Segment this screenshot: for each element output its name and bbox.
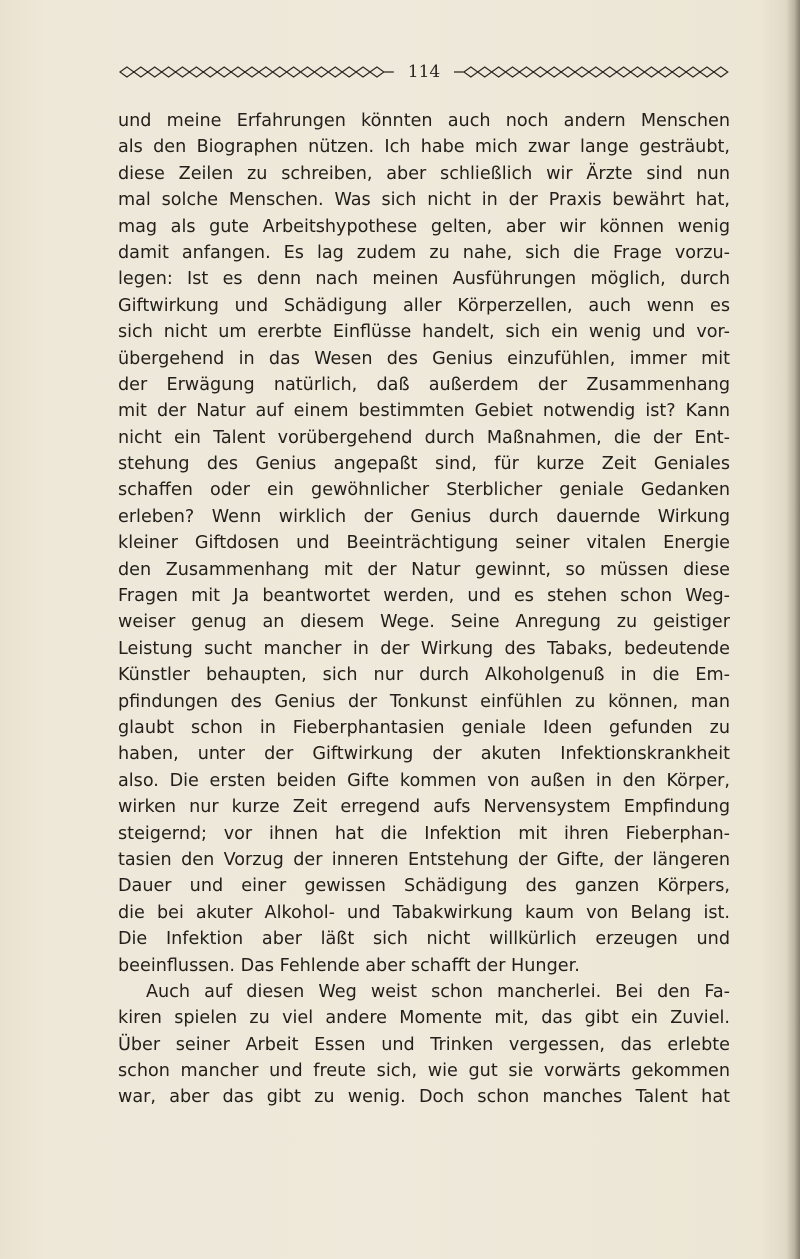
text-line: Giftwirkung und Schädigung aller Körperzellen, auch wenn es bbox=[118, 295, 730, 316]
text-line: damit anfangen. Es lag zudem zu nahe, sich die Frage vorzu- bbox=[118, 242, 730, 263]
text-line: kiren spielen zu viel andere Momente mit, das gibt ein Zuviel. bbox=[118, 1008, 730, 1029]
text-line: schaffen oder ein gewöhnlicher Sterblicher geniale Gedanken bbox=[118, 480, 730, 501]
text-line: glaubt schon in Fieberphantasien geniale Ideen gefunden zu bbox=[118, 717, 730, 738]
page-number: 114 bbox=[407, 61, 441, 82]
text-line: die bei akuter Alkohol- und Tabakwirkung kaum von Belang ist. bbox=[118, 902, 730, 923]
text-line: Künstler behaupten, sich nur durch Alkoholgenuß in die Em- bbox=[118, 665, 730, 686]
text-line: übergehend in das Wesen des Genius einzufühlen, immer mit bbox=[118, 348, 730, 369]
ornament-left bbox=[118, 66, 396, 78]
text-line: stehung des Genius angepaßt sind, für kurze Zeit Geniales bbox=[118, 454, 730, 475]
text-line: tasien den Vorzug der inneren Entstehung der Gifte, der längeren bbox=[118, 849, 730, 870]
text-line: pfindungen des Genius der Tonkunst einfühlen zu können, man bbox=[118, 691, 730, 712]
text-line: Die Infektion aber läßt sich nicht willkürlich erzeugen und bbox=[118, 929, 730, 950]
text-line: Über seiner Arbeit Essen und Trinken vergessen, das erlebte bbox=[118, 1034, 730, 1055]
text-line: wirken nur kurze Zeit erregend aufs Nervensystem Empfindung bbox=[118, 797, 730, 818]
text-line: war, aber das gibt zu wenig. Doch schon manches Talent hat bbox=[118, 1087, 730, 1108]
text-line: mal solche Menschen. Was sich nicht in der Praxis bewährt hat, bbox=[118, 190, 730, 211]
text-line: beeinflussen. Das Fehlende aber schafft der Hunger. bbox=[118, 955, 580, 976]
text-line: als den Biographen nützen. Ich habe mich zwar lange gesträubt, bbox=[118, 137, 730, 158]
text-line: kleiner Giftdosen und Beeinträchtigung seiner vitalen Energie bbox=[118, 533, 730, 554]
text-line: Auch auf diesen Weg weist schon mancherlei. Bei den Fa- bbox=[146, 981, 730, 1002]
text-line: haben, unter der Giftwirkung der akuten Infektionskrankheit bbox=[118, 744, 730, 765]
text-line: der Erwägung natürlich, daß außerdem der Zusammenhang bbox=[118, 374, 730, 395]
text-line: also. Die ersten beiden Gifte kommen von außen in den Körper, bbox=[118, 770, 730, 791]
text-line: erleben? Wenn wirklich der Genius durch dauernde Wirkung bbox=[118, 506, 730, 527]
text-line: mag als gute Arbeitshypothese gelten, aber wir können wenig bbox=[118, 216, 730, 237]
text-line: weiser genug an diesem Wege. Seine Anregung zu geistiger bbox=[118, 612, 730, 633]
body-text bbox=[118, 108, 730, 1111]
text-line: und meine Erfahrungen könnten auch noch andern Menschen bbox=[118, 111, 730, 131]
page-edge-shadow bbox=[786, 0, 800, 1259]
text-line: diese Zeilen zu schreiben, aber schließlich wir Ärzte sind nun bbox=[118, 163, 730, 184]
text-line: Dauer und einer gewissen Schädigung des ganzen Körpers, bbox=[118, 876, 730, 897]
text-line: mit der Natur auf einem bestimmten Gebiet notwendig ist? Kann bbox=[118, 401, 730, 422]
text-line: schon mancher und freute sich, wie gut sie vorwärts gekommen bbox=[118, 1061, 730, 1082]
text-line: nicht ein Talent vorübergehend durch Maßnahmen, die der Ent- bbox=[118, 427, 730, 448]
text-line: den Zusammenhang mit der Natur gewinnt, so müssen diese bbox=[118, 559, 730, 580]
text-line: sich nicht um ererbte Einflüsse handelt, sich ein wenig und vor- bbox=[118, 322, 730, 343]
text-line: legen: Ist es denn nach meinen Ausführungen möglich, durch bbox=[118, 269, 730, 290]
text-line: steigernd; vor ihnen hat die Infektion mit ihren Fieberphan- bbox=[118, 823, 730, 844]
text-line: Leistung sucht mancher in der Wirkung des Tabaks, bedeutende bbox=[118, 638, 730, 659]
running-header bbox=[118, 58, 730, 86]
text-line: Fragen mit Ja beantwortet werden, und es stehen schon Weg- bbox=[118, 586, 730, 607]
ornament-right bbox=[452, 66, 730, 78]
